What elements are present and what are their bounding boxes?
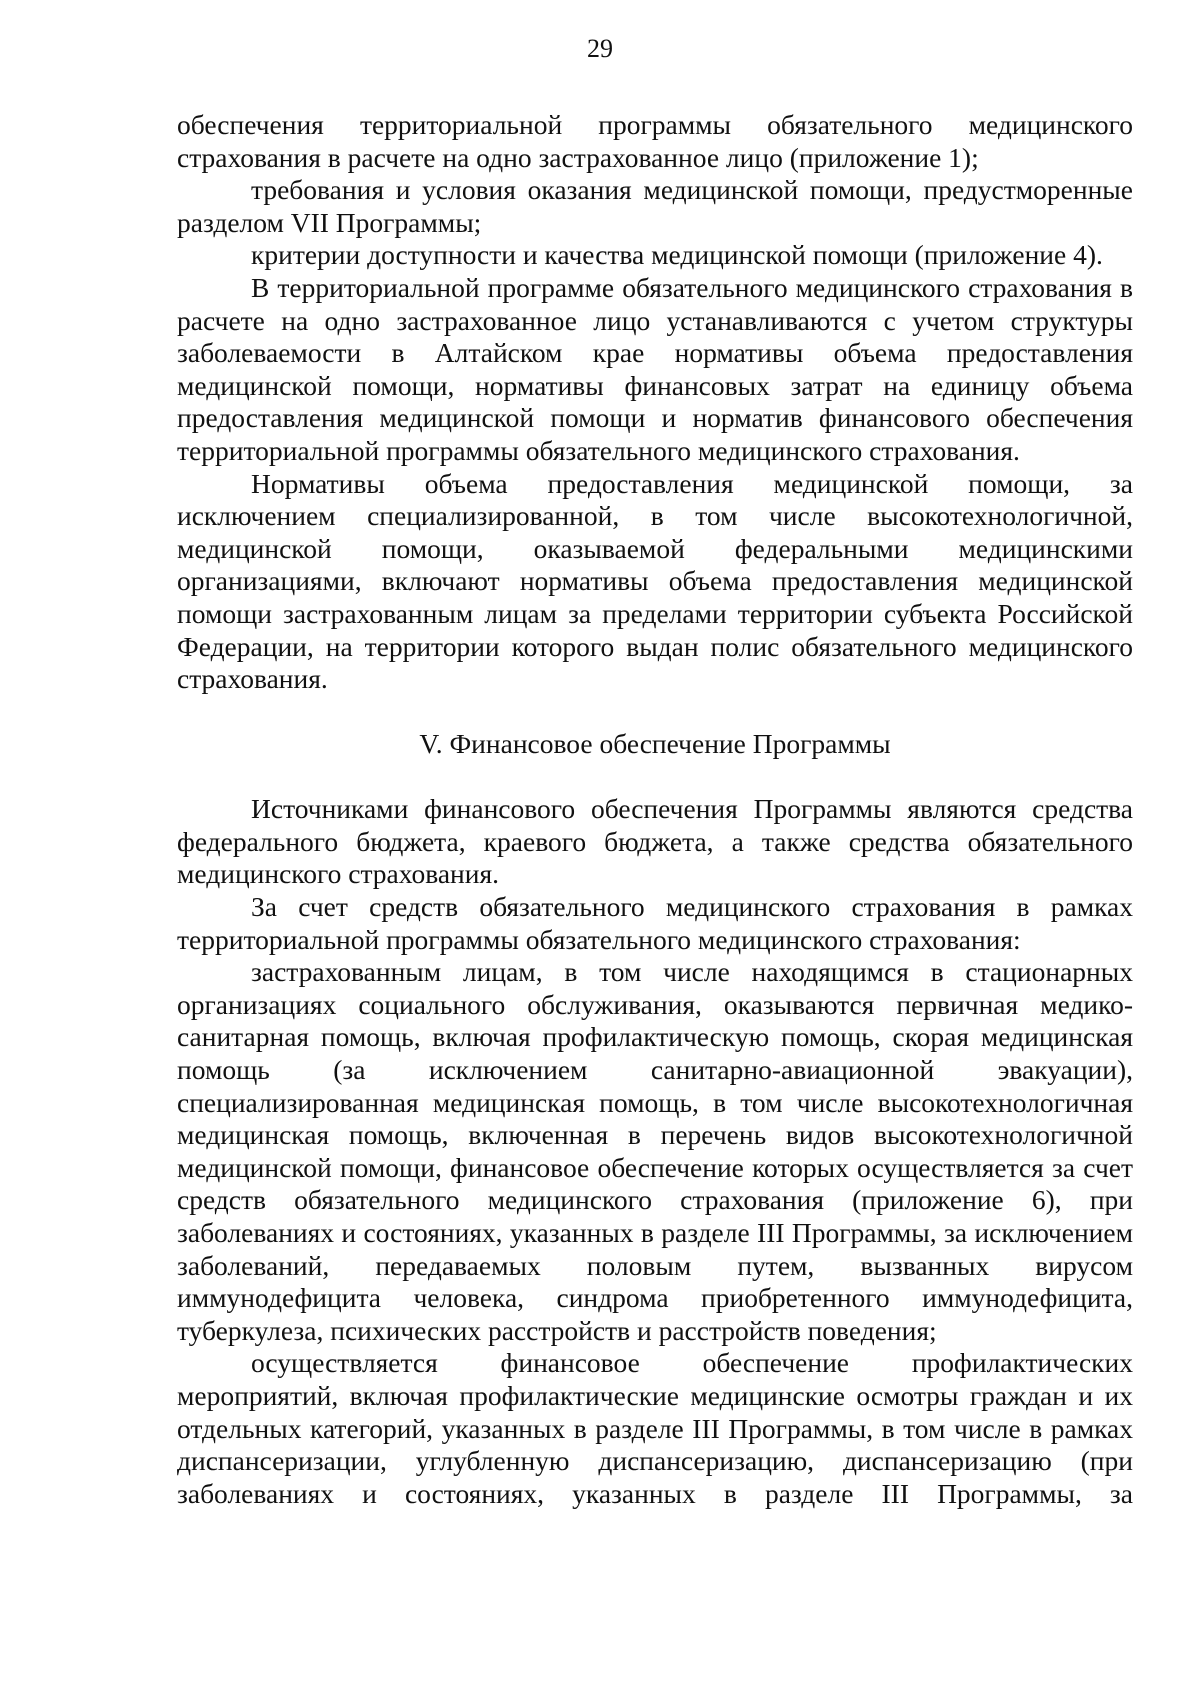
paragraph: В территориальной программе обязательного медицинского страхования в расчете на одно застрахованное лицо устанавливаются с учетом структуры заболеваемости в Алтайском крае нормативы объема предоставления медицинской помощи, нормативы финансовых затрат на единицу объема предоставления медицинской помощи и норматив финансового обеспечения территориальной программы обязательного медицинского страхования. bbox=[177, 271, 1133, 466]
paragraph: Нормативы объема предоставления медицинской помощи, за исключением специализированной, в том числе высокотехнологичной, медицинской помощи, оказываемой федеральными медицинскими организациями, включают нормативы объема предоставления медицинской помощи застрахованным лицам за пределами территории субъекта Российской Федерации, на территории которого выдан полис обязательного медицинского страхования. bbox=[177, 467, 1133, 695]
paragraph: За счет средств обязательного медицинского страхования в рамках территориальной программы обязательного медицинского страхования: bbox=[177, 891, 1133, 955]
paragraph: обеспечения территориальной программы обязательного медицинского страхования в расчете на одно застрахованное лицо (приложение 1); bbox=[177, 109, 1133, 173]
paragraph-continued: осуществляется финансовое обеспечение профилактических мероприятий, включая профилактические медицинские осмотры граждан и их отдельных категорий, указанных в разделе III Программы, в том числе в рамках диспансеризации, углубленную диспансеризацию, диспансеризацию (при заболеваниях и состояниях, указанных в разделе III Программы, за bbox=[177, 1347, 1133, 1509]
paragraph: критерии доступности и качества медицинской помощи (приложение 4). bbox=[251, 239, 1103, 271]
paragraph: застрахованным лицам, в том числе находящимся в стационарных организациях социального обслуживания, оказываются первичная медико-санитарная помощь, включая профилактическую помощь, скорая медицинская помощь (за исключением санитарно-авиационной эвакуации), специализированная медицинская помощь, в том числе высокотехнологичная медицинская помощь, включенная в перечень видов высокотехнологичной медицинской помощи, финансовое обеспечение которых осуществляется за счет средств обязательного медицинского страхования (приложение 6), при заболеваниях и состояниях, указанных в разделе III Программы, за исключением заболеваний, передаваемых половым путем, вызванных вирусом иммунодефицита человека, синдрома приобретенного иммунодефицита, туберкулеза, психических расстройств и расстройств поведения; bbox=[177, 956, 1133, 1346]
document-body bbox=[177, 109, 1133, 1510]
paragraph: требования и условия оказания медицинской помощи, предустмоpенные разделом VII Программы; bbox=[177, 174, 1133, 238]
page-number: 29 bbox=[587, 34, 613, 63]
section-heading: V. Финансовое обеспечение Программы bbox=[419, 727, 891, 759]
paragraph: Источниками финансового обеспечения Программы являются средства федерального бюджета, краевого бюджета, а также средства обязательного медицинского страхования. bbox=[177, 793, 1133, 890]
